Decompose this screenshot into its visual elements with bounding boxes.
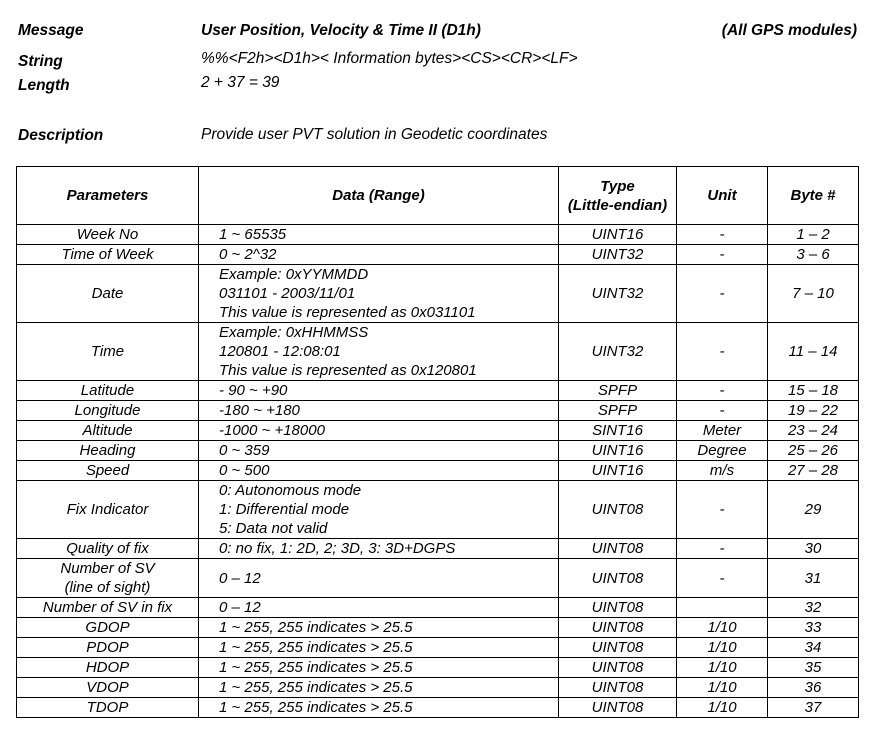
data-range-line: 1 ~ 255, 255 indicates > 25.5 <box>219 659 413 676</box>
header-type <box>559 167 677 225</box>
parameter-line: Quality of fix <box>66 540 149 557</box>
data-range-cell <box>199 539 559 559</box>
data-range-line: This value is represented as 0x031101 <box>219 304 476 321</box>
parameter-cell <box>17 698 199 718</box>
unit-cell: 1/10 <box>677 678 768 698</box>
header-parameters: Parameters <box>17 167 199 225</box>
description-label: Description <box>18 127 104 144</box>
table-row <box>17 678 859 698</box>
byte-cell: 3 – 6 <box>768 245 859 265</box>
parameter-cell <box>17 421 199 441</box>
type-cell: UINT16 <box>559 461 677 481</box>
parameter-line: Number of SV <box>60 560 155 577</box>
byte-cell: 33 <box>768 618 859 638</box>
unit-cell: Degree <box>677 441 768 461</box>
parameter-cell <box>17 618 199 638</box>
table-row <box>17 481 859 539</box>
byte-cell: 11 – 14 <box>768 323 859 381</box>
type-cell: UINT08 <box>559 598 677 618</box>
data-range-line: 1 ~ 65535 <box>219 226 287 243</box>
data-range-line: -1000 ~ +18000 <box>219 422 325 439</box>
byte-cell: 34 <box>768 638 859 658</box>
byte-cell: 36 <box>768 678 859 698</box>
header-data-range: Data (Range) <box>199 167 559 225</box>
data-range-line: - 90 ~ +90 <box>219 382 288 399</box>
parameter-cell <box>17 381 199 401</box>
byte-cell: 29 <box>768 481 859 539</box>
data-range-line: 120801 - 12:08:01 <box>219 343 341 360</box>
string-label: String <box>18 53 63 70</box>
table-row <box>17 381 859 401</box>
table-header-row <box>17 167 859 225</box>
data-range-line: 0 – 12 <box>219 569 261 587</box>
type-cell: SPFP <box>559 401 677 421</box>
data-range-line: 0: Autonomous mode <box>219 482 362 499</box>
data-range-cell <box>199 421 559 441</box>
data-range-cell <box>199 265 559 323</box>
data-range-line: 031101 - 2003/11/01 <box>219 285 356 302</box>
byte-cell: 31 <box>768 559 859 598</box>
parameter-line: TDOP <box>86 699 129 716</box>
parameter-cell <box>17 245 199 265</box>
table-row <box>17 539 859 559</box>
data-range-line: This value is represented as 0x120801 <box>219 362 477 379</box>
parameter-cell <box>17 461 199 481</box>
type-cell: UINT08 <box>559 698 677 718</box>
data-range-cell <box>199 598 559 618</box>
parameter-cell <box>17 225 199 245</box>
data-range-cell <box>199 441 559 461</box>
table-row <box>17 265 859 323</box>
unit-cell: 1/10 <box>677 618 768 638</box>
length-value: 2 + 37 = 39 <box>201 74 280 91</box>
header-unit: Unit <box>677 167 768 225</box>
parameter-cell <box>17 441 199 461</box>
unit-cell: - <box>677 265 768 323</box>
table-row <box>17 225 859 245</box>
parameter-cell <box>17 539 199 559</box>
message-value: User Position, Velocity & Time II (D1h) <box>201 22 481 39</box>
unit-cell: - <box>677 401 768 421</box>
type-cell: UINT08 <box>559 618 677 638</box>
parameter-cell <box>17 323 199 381</box>
parameter-line: PDOP <box>86 639 129 656</box>
type-cell: UINT32 <box>559 323 677 381</box>
length-label: Length <box>18 77 70 94</box>
type-cell: UINT08 <box>559 539 677 559</box>
data-range-line: 1 ~ 255, 255 indicates > 25.5 <box>219 699 413 716</box>
data-range-cell <box>199 658 559 678</box>
parameter-cell <box>17 598 199 618</box>
unit-cell: 1/10 <box>677 698 768 718</box>
data-range-line: 0 ~ 2^32 <box>219 246 277 263</box>
type-cell: UINT32 <box>559 265 677 323</box>
data-range-cell <box>199 401 559 421</box>
data-range-line: 5: Data not valid <box>219 520 328 537</box>
type-cell: UINT16 <box>559 441 677 461</box>
modules-note: (All GPS modules) <box>721 22 857 39</box>
header-byte: Byte # <box>768 167 859 225</box>
byte-cell: 32 <box>768 598 859 618</box>
type-cell: UINT08 <box>559 481 677 539</box>
table-row <box>17 698 859 718</box>
data-range-line: 1: Differential mode <box>219 501 350 518</box>
parameter-line: VDOP <box>86 679 129 696</box>
data-range-line: 0 ~ 500 <box>219 462 270 479</box>
data-range-cell <box>199 559 559 598</box>
data-range-cell <box>199 225 559 245</box>
data-range-cell <box>199 245 559 265</box>
table-body <box>17 225 859 718</box>
data-range-cell <box>199 481 559 539</box>
data-range-cell <box>199 618 559 638</box>
parameter-cell <box>17 401 199 421</box>
table-row <box>17 618 859 638</box>
data-range-line: -180 ~ +180 <box>219 402 300 419</box>
data-range-line: 0 ~ 359 <box>219 442 270 459</box>
byte-cell: 30 <box>768 539 859 559</box>
parameter-cell <box>17 678 199 698</box>
type-cell: SINT16 <box>559 421 677 441</box>
type-cell: SPFP <box>559 381 677 401</box>
parameter-line: Heading <box>79 442 136 459</box>
data-range-cell <box>199 323 559 381</box>
parameter-line: Week No <box>76 226 139 243</box>
type-cell: UINT08 <box>559 678 677 698</box>
parameter-line: GDOP <box>85 619 130 636</box>
data-range-line: Example: 0xHHMMSS <box>219 324 369 341</box>
header-type-line1: Type <box>600 177 635 195</box>
byte-cell: 1 – 2 <box>768 225 859 245</box>
type-cell: UINT32 <box>559 245 677 265</box>
table-row <box>17 245 859 265</box>
data-range-line: Example: 0xYYMMDD <box>219 266 369 283</box>
type-cell: UINT08 <box>559 559 677 598</box>
parameter-line: (line of sight) <box>64 579 151 596</box>
parameter-line: Speed <box>85 462 130 479</box>
parameter-cell <box>17 638 199 658</box>
parameter-cell <box>17 265 199 323</box>
data-range-line: 1 ~ 255, 255 indicates > 25.5 <box>219 639 413 656</box>
unit-cell <box>677 598 768 618</box>
parameter-line: Time of Week <box>61 246 154 263</box>
table-row <box>17 401 859 421</box>
parameter-line: Altitude <box>82 422 133 439</box>
data-range-cell <box>199 461 559 481</box>
unit-cell: - <box>677 539 768 559</box>
data-range-cell <box>199 678 559 698</box>
data-range-line: 1 ~ 255, 255 indicates > 25.5 <box>219 619 413 636</box>
parameter-line: Date <box>91 285 124 302</box>
byte-cell: 35 <box>768 658 859 678</box>
table-row <box>17 461 859 481</box>
data-range-line: 0: no fix, 1: 2D, 2; 3D, 3: 3D+DGPS <box>219 540 456 557</box>
table-row <box>17 598 859 618</box>
data-range-line: 0 – 12 <box>219 599 261 616</box>
description-value: Provide user PVT solution in Geodetic coordinates <box>201 126 548 143</box>
parameter-line: Latitude <box>80 382 135 399</box>
type-cell: UINT08 <box>559 638 677 658</box>
unit-cell: - <box>677 481 768 539</box>
header-type-line2: (Little-endian) <box>567 196 668 214</box>
parameter-cell <box>17 481 199 539</box>
table-row <box>17 638 859 658</box>
unit-cell: - <box>677 245 768 265</box>
unit-cell: - <box>677 323 768 381</box>
unit-cell: 1/10 <box>677 638 768 658</box>
parameter-line: HDOP <box>85 659 130 676</box>
unit-cell: 1/10 <box>677 658 768 678</box>
parameter-line: Number of SV in fix <box>42 599 173 616</box>
byte-cell: 25 – 26 <box>768 441 859 461</box>
unit-cell: m/s <box>677 461 768 481</box>
table-row <box>17 658 859 678</box>
parameter-line: Time <box>90 343 125 360</box>
string-value: %%<F2h><D1h>< Information bytes><CS><CR><LF> <box>201 50 578 67</box>
type-cell: UINT08 <box>559 658 677 678</box>
byte-cell: 15 – 18 <box>768 381 859 401</box>
table-row <box>17 421 859 441</box>
data-range-cell <box>199 638 559 658</box>
unit-cell: - <box>677 559 768 598</box>
unit-cell: - <box>677 381 768 401</box>
parameter-cell <box>17 658 199 678</box>
data-range-cell <box>199 698 559 718</box>
parameter-line: Fix Indicator <box>66 501 149 518</box>
unit-cell: Meter <box>677 421 768 441</box>
data-range-line: 1 ~ 255, 255 indicates > 25.5 <box>219 679 413 696</box>
byte-cell: 37 <box>768 698 859 718</box>
unit-cell: - <box>677 225 768 245</box>
table-row <box>17 441 859 461</box>
table-row <box>17 559 859 598</box>
byte-cell: 23 – 24 <box>768 421 859 441</box>
byte-cell: 27 – 28 <box>768 461 859 481</box>
parameter-line: Longitude <box>74 402 141 419</box>
byte-cell: 19 – 22 <box>768 401 859 421</box>
data-range-cell <box>199 381 559 401</box>
parameter-cell <box>17 559 199 598</box>
byte-cell: 7 – 10 <box>768 265 859 323</box>
message-label: Message <box>18 22 84 39</box>
pvt-parameter-table <box>16 166 859 718</box>
type-cell: UINT16 <box>559 225 677 245</box>
table-row <box>17 323 859 381</box>
